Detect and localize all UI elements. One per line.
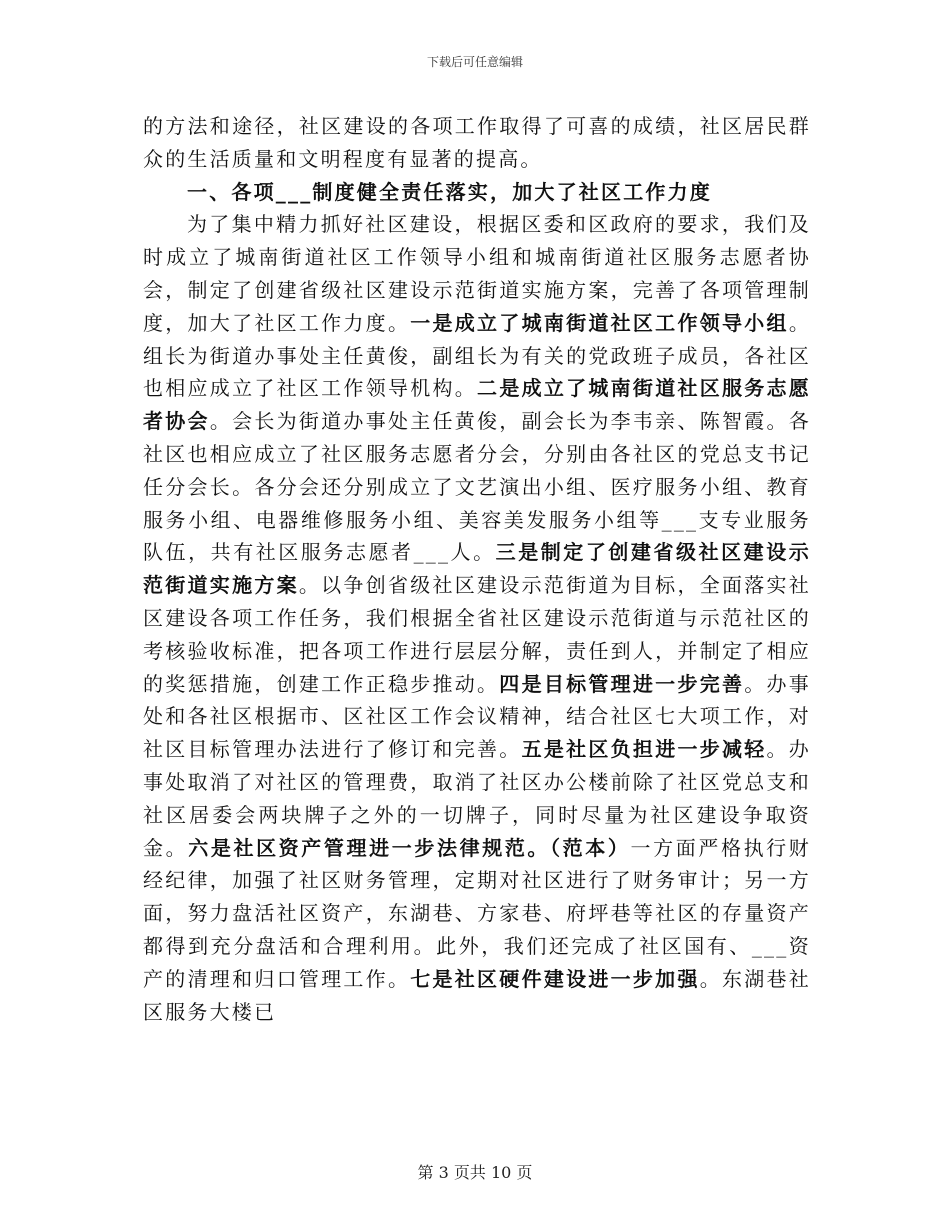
text-span: 一方面严格执行财经纪律，加强了社区财务管理，定期对社区进行了财务审计；另一方面，努力盘活社区资产，东湖巷、方家巷、府坪巷等社区的存量资产都得到充分盘活和合理利用。此外，我们还完成了社区国有、___资产的清理和归口管理工作。	[143, 835, 811, 991]
bold-point-7: 七是社区硬件建设进一步加强	[410, 966, 700, 991]
paragraph-intro: 的方法和途径，社区建设的各项工作取得了可喜的成绩，社区居民群众的生活质量和文明程度有显著的提高。	[143, 114, 811, 171]
section-heading: 一、各项___制度健全责任落实，加大了社区工作力度	[187, 179, 712, 204]
text-span: 。以争创省级社区建设示范街道为目标，全面落实社区建设各项工作任务，我们根据全省社区建设示范街道与示范社区的考核验收标准，把各项工作进行层层分解，责任到人，并制定了相应的奖惩措施，创建工作正稳步推动。	[143, 573, 811, 696]
page-footer: 第 3 页共 10 页	[417, 1163, 533, 1182]
document-body	[143, 110, 811, 1028]
bold-point-1: 一是成立了城南街道社区工作领导小组	[410, 310, 789, 335]
text-span: 。办事处和各社区根据市、区社区工作会议精神，结合社区七大项工作，对社区目标管理办法进行了修订和完善。	[143, 671, 811, 762]
bold-point-5: 五是社区负担进一步减轻	[521, 737, 767, 762]
text-span: 。办事处取消了对社区的管理费，取消了社区办公楼前除了社区党总支和社区居委会两块牌子之外的一切牌子，同时尽量为社区建设争取资金。	[143, 737, 811, 860]
text-span: 。会长为街道办事处主任黄俊，副会长为李韦亲、陈智霞。各社区也相应成立了社区服务志愿者分会，分别由各社区的党总支书记任分会长。各分会还分别成立了文艺演出小组、医疗服务小组、教育服务小组、电器维修服务小组、美容美发服务小组等___支专业服务队伍，共有社区服务志愿者___人。	[143, 409, 811, 565]
text-span: 为了集中精力抓好社区建设，根据区委和区政府的要求，我们及时成立了城南街道社区工作领导小组和城南街道社区服务志愿者协会，制定了创建省级社区建设示范街道实施方案，完善了各项管理制度，加大了社区工作力度。	[143, 212, 811, 335]
text-span: 。组长为街道办事处主任黄俊，副组长为有关的党政班子成员，各社区也相应成立了社区工作领导机构。	[143, 310, 812, 401]
bold-point-2: 二是成立了城南街道社区服务志愿者协会	[143, 376, 812, 434]
bold-point-6: 六是社区资产管理进一步法律规范。（范本）	[188, 835, 631, 860]
bold-point-4: 四是目标管理进一步完善	[499, 671, 745, 696]
bold-point-3: 三是制定了创建省级社区建设示范街道实施方案	[143, 540, 811, 598]
paragraph-main	[143, 208, 811, 1028]
text-span: 。东湖巷社区服务大楼已	[143, 966, 812, 1024]
page-header: 下载后可任意编辑	[426, 55, 523, 69]
